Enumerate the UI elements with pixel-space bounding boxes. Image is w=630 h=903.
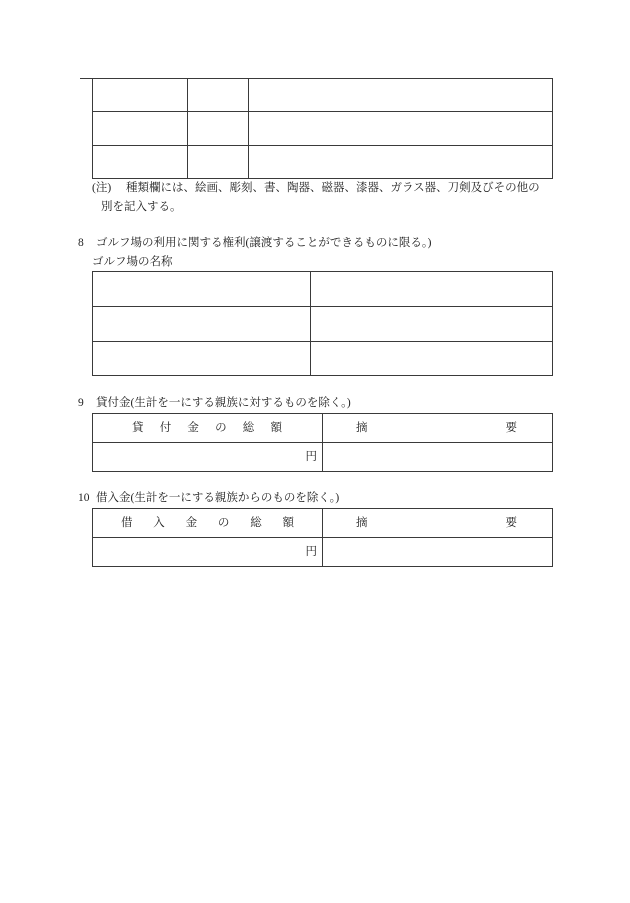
section-8-heading — [78, 236, 431, 250]
header-char: 総 — [242, 422, 255, 434]
header-char: 要 — [505, 422, 517, 434]
header-char: 摘 — [356, 517, 368, 529]
total-header-cell — [93, 509, 323, 538]
section-title: 借入金(生計を一にする親族からのものを除く。) — [96, 492, 340, 504]
table-header-row — [93, 414, 553, 443]
header-char: 摘 — [356, 422, 368, 434]
golf-table-cell — [93, 272, 311, 307]
item-table-cell — [93, 146, 188, 179]
golf-table-cell — [93, 342, 311, 376]
header-char: の — [217, 517, 230, 529]
header-char: 要 — [505, 517, 517, 529]
table-row — [93, 112, 553, 146]
section-title: ゴルフ場の利用に関する権利(譲渡することができるものに限る。) — [96, 237, 432, 249]
summary-cell — [323, 538, 553, 567]
header-char: 総 — [250, 517, 262, 529]
note-label: (注) — [92, 182, 112, 194]
item-table-cell — [93, 79, 188, 112]
table-row — [93, 443, 553, 472]
summary-cell — [323, 443, 553, 472]
total-amount-cell — [93, 443, 323, 472]
item-table-cell — [188, 112, 249, 146]
total-header-label — [93, 421, 322, 435]
summary-header-label — [323, 421, 552, 435]
total-header-label — [93, 516, 322, 530]
section-number: 8 — [78, 237, 84, 249]
header-char: 付 — [159, 422, 172, 434]
item-table-cell — [93, 112, 188, 146]
item-table-cell — [249, 146, 553, 179]
table-row — [93, 146, 553, 179]
table-row — [93, 342, 553, 376]
golf-table-cell — [93, 307, 311, 342]
header-char: 借 — [121, 517, 133, 529]
item-table-cell — [249, 112, 553, 146]
header-char: 額 — [282, 517, 294, 529]
item-table — [92, 78, 553, 179]
section-number: 10 — [78, 492, 90, 504]
table-corner-mark — [80, 78, 92, 79]
summary-header-label — [323, 516, 552, 530]
header-char: 金 — [185, 517, 198, 529]
borrowing-table — [92, 508, 553, 567]
header-char: 貸 — [132, 422, 144, 434]
total-header-cell — [93, 414, 323, 443]
summary-header-cell — [323, 414, 553, 443]
header-char: 入 — [153, 517, 165, 529]
golf-table-cell — [311, 307, 553, 342]
golf-course-name-label: ゴルフ場の名称 — [92, 256, 173, 268]
golf-table-cell — [311, 272, 553, 307]
table-row — [93, 272, 553, 307]
loan-table — [92, 413, 553, 472]
golf-table — [92, 271, 553, 376]
table-header-row — [93, 509, 553, 538]
item-table-cell — [249, 79, 553, 112]
golf-table-cell — [311, 342, 553, 376]
header-char: 額 — [270, 422, 282, 434]
header-char: 金 — [187, 422, 199, 434]
section-number: 9 — [78, 397, 84, 409]
total-amount-cell — [93, 538, 323, 567]
table-row — [93, 79, 553, 112]
currency-unit: 円 — [305, 451, 317, 463]
item-table-cell — [188, 79, 249, 112]
note-line-2: 別を記入する。 — [101, 201, 182, 213]
section-title: 貸付金(生計を一にする親族に対するものを除く。) — [96, 397, 351, 409]
currency-unit: 円 — [305, 546, 317, 558]
note-line-1: 種類欄には、絵画、彫刻、書、陶器、磁器、漆器、ガラス器、刀剣及びその他の — [126, 182, 540, 194]
section-9-heading — [78, 396, 351, 410]
section-10-heading — [78, 491, 339, 505]
table-row — [93, 307, 553, 342]
summary-header-cell — [323, 509, 553, 538]
item-table-cell — [188, 146, 249, 179]
header-char: の — [215, 422, 227, 434]
table-row — [93, 538, 553, 567]
